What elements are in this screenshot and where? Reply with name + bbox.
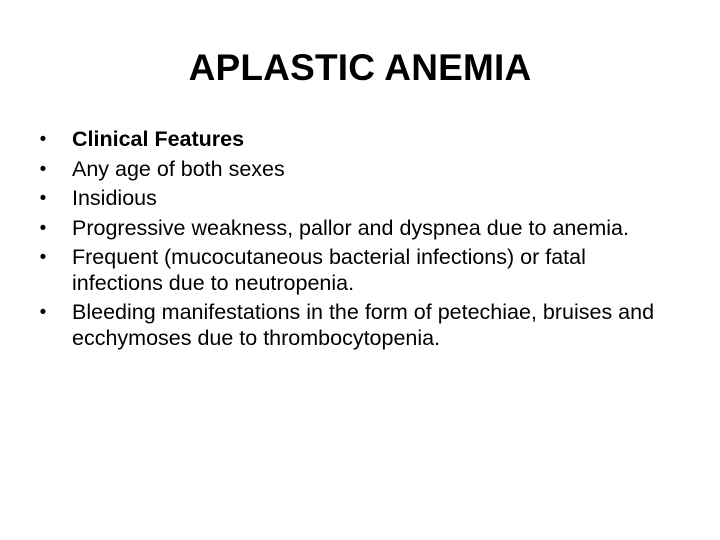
bullet-icon: • — [39, 217, 47, 239]
bullet-icon: • — [39, 158, 47, 180]
bullet-item-insidious — [39, 186, 682, 212]
bullet-icon: • — [39, 302, 47, 323]
bullet-icon: • — [39, 188, 47, 209]
bullet-item-age — [39, 156, 682, 183]
bullet-item-clinical-features — [39, 127, 682, 153]
bullet-text: Any age of both sexes — [72, 156, 285, 181]
bullet-item-neutropenia — [39, 245, 682, 296]
bullet-item-anemia — [39, 215, 682, 242]
bullet-text: Frequent (mucocutaneous bacterial infections) or fatal infections due to neutropenia. — [72, 245, 586, 295]
slide-title: APLASTIC ANEMIA — [188, 47, 532, 88]
bullet-text: Bleeding manifestations in the form of petechiae, bruises and ecchymoses due to thrombocytopenia. — [72, 300, 655, 350]
bullet-icon: • — [39, 247, 47, 268]
bullet-text: Progressive weakness, pallor and dyspnea due to anemia. — [72, 215, 629, 240]
bullet-text: Clinical Features — [72, 127, 245, 151]
bullet-item-thrombocytopenia — [39, 300, 682, 351]
bullet-list — [39, 127, 682, 355]
bullet-text: Insidious — [72, 186, 157, 210]
bullet-icon: • — [39, 129, 47, 150]
